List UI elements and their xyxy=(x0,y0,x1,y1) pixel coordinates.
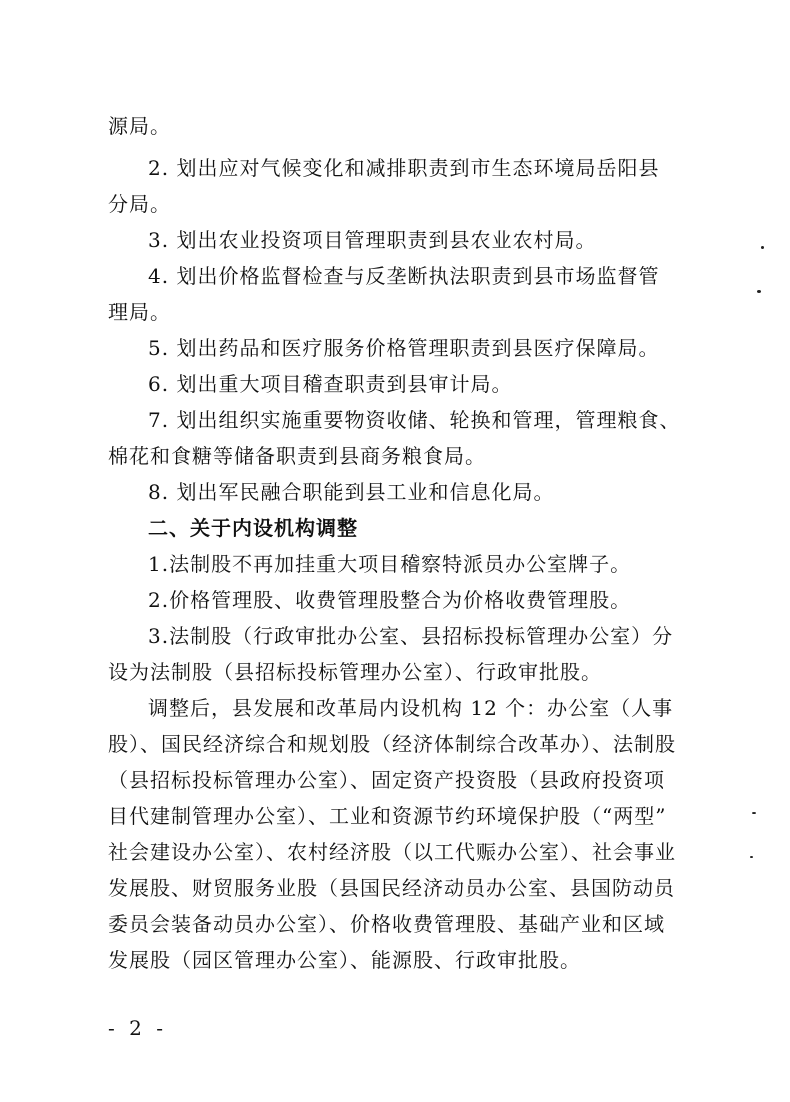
page-number: - 2 - xyxy=(108,1016,167,1040)
text-line: 源局。 xyxy=(108,114,171,138)
text-line: 社会建设办公室）、农村经济股（以工代赈办公室）、社会事业 xyxy=(108,840,676,864)
text-line: 委员会装备动员办公室）、价格收费管理股、基础产业和区域 xyxy=(108,912,665,936)
text-line: 分局。 xyxy=(108,192,171,216)
text-line: 5. 划出药品和医疗服务价格管理职责到县医疗保障局。 xyxy=(148,336,660,360)
text-line: 设为法制股（县招标投标管理办公室）、行政审批股。 xyxy=(108,660,602,684)
text-line: 2.价格管理股、收费管理股整合为价格收费管理股。 xyxy=(148,588,632,612)
scan-speck xyxy=(752,812,756,814)
scan-speck xyxy=(757,290,761,293)
scan-speck xyxy=(750,856,753,858)
text-line: 理局。 xyxy=(108,300,171,324)
text-line: 股）、国民经济综合和规划股（经济体制综合改革办）、法制股 xyxy=(108,732,676,756)
text-line: 2. 划出应对气候变化和减排职责到市生态环境局岳阳县 xyxy=(148,156,660,180)
text-line: 7. 划出组织实施重要物资收储、轮换和管理，管理粮食、 xyxy=(148,408,681,432)
text-line: 4. 划出价格监督检查与反垄断执法职责到县市场监督管 xyxy=(148,264,660,288)
scan-speck xyxy=(761,246,764,249)
text-line: 目代建制管理办公室）、工业和资源节约环境保护股（“两型” xyxy=(108,804,667,828)
text-line: 6. 划出重大项目稽查职责到县审计局。 xyxy=(148,372,513,396)
text-line: 棉花和食糖等储备职责到县商务粮食局。 xyxy=(108,444,486,468)
text-line: 发展股（园区管理办公室）、能源股、行政审批股。 xyxy=(108,948,581,972)
text-line: 3. 划出农业投资项目管理职责到县农业农村局。 xyxy=(148,228,597,252)
text-line: （县招标投标管理办公室）、固定资产投资股（县政府投资项 xyxy=(108,768,665,792)
text-line: 8. 划出军民融合职能到县工业和信息化局。 xyxy=(148,480,555,504)
text-line: 发展股、财贸服务业股（县国民经济动员办公室、县国防动员 xyxy=(108,876,675,900)
section-heading: 二、关于内设机构调整 xyxy=(148,516,358,540)
text-line: 3.法制股（行政审批办公室、县招标投标管理办公室）分 xyxy=(148,624,674,648)
text-line: 1.法制股不再加挂重大项目稽察特派员办公室牌子。 xyxy=(148,552,632,576)
text-line: 调整后，县发展和改革局内设机构 12 个：办公室（人事 xyxy=(148,696,674,720)
